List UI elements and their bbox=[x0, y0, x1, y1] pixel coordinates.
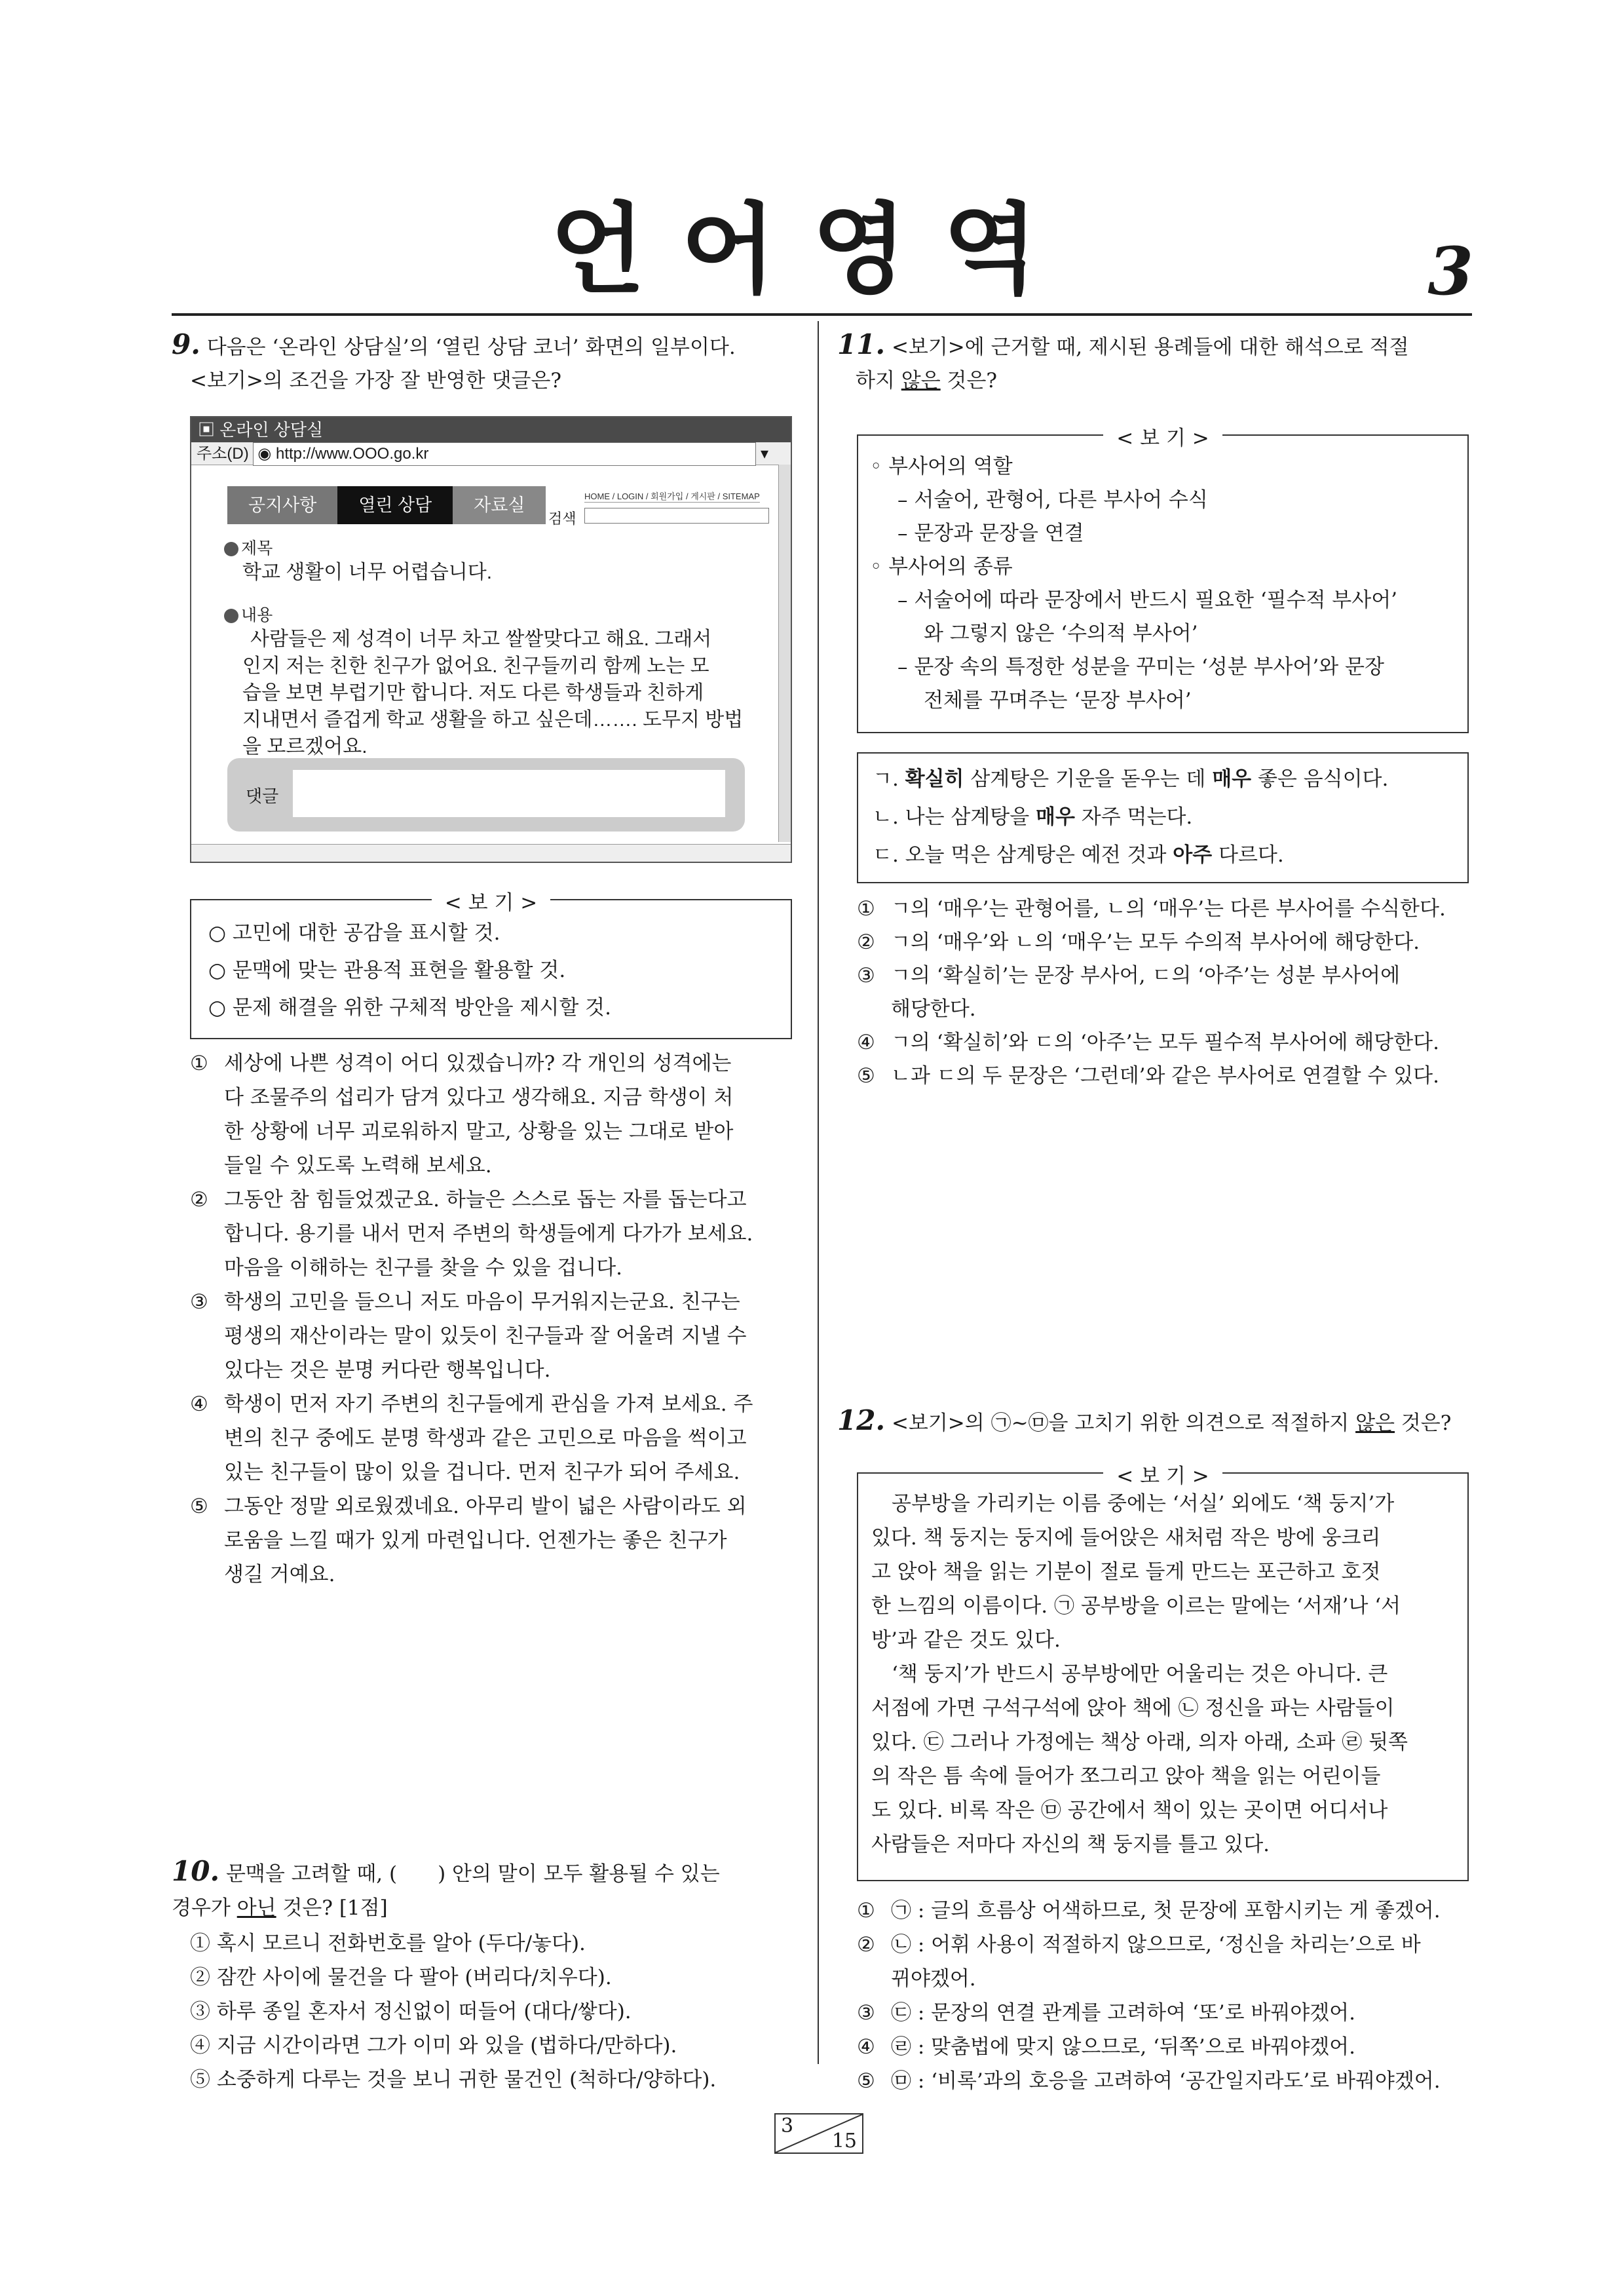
q9-stem bbox=[172, 328, 801, 398]
option-1[interactable] bbox=[857, 892, 1479, 926]
option-line: 있는 친구들이 많이 있을 겁니다. 먼저 친구가 되어 주세요. bbox=[224, 1461, 740, 1484]
bullet-icon bbox=[224, 609, 238, 623]
option-line: ㄱ의 ‘확실히’는 문장 부사어, ㄷ의 ‘아주’는 성분 부사어에 bbox=[891, 964, 1401, 987]
example-sentence: ㄱ. 확실히 삼계탕은 기운을 돋우는 데 매우 좋은 음식이다. bbox=[873, 767, 1389, 791]
option-text bbox=[891, 2030, 1479, 2064]
option-line: 있다는 것은 분명 커다란 행복입니다. bbox=[224, 1358, 551, 1382]
option-3[interactable] bbox=[857, 1996, 1479, 2030]
status-bar bbox=[191, 844, 791, 862]
option-line: 평생의 재산이라는 말이 있듯이 친구들과 잘 어울려 지낼 수 bbox=[224, 1324, 747, 1348]
option-number: ④ bbox=[190, 1392, 208, 1416]
option-number: ⑤ bbox=[190, 1495, 208, 1518]
address-bar bbox=[191, 442, 791, 465]
option-number: ② bbox=[190, 1188, 208, 1212]
option-line: 세상에 나쁜 성격이 어디 있겠습니까? 각 개인의 성격에는 bbox=[224, 1052, 732, 1075]
content-line: 습을 보면 부럽기만 합니다. 저도 다른 학생들과 친하게 bbox=[242, 682, 704, 704]
bogi-line: ◦ 부사어의 종류 bbox=[870, 555, 1013, 579]
option-text bbox=[891, 1060, 1479, 1093]
bogi-paragraph-line: 있다. 책 둥지는 둥지에 들어앉은 새처럼 작은 방에 웅크리 bbox=[871, 1526, 1381, 1550]
bogi-line: 와 그렇지 않은 ‘수의적 부사어’ bbox=[924, 622, 1198, 645]
q10-stem-line1: 문맥을 고려할 때, ( ) 안의 말이 모두 활용될 수 있는 bbox=[225, 1862, 720, 1886]
option-4[interactable] bbox=[857, 2030, 1479, 2064]
option-4[interactable] bbox=[190, 1387, 803, 1489]
option-number: ① bbox=[190, 1052, 208, 1075]
option-line: 그동안 참 힘들었겠군요. 하늘은 스스로 돕는 자를 돕는다고 bbox=[224, 1188, 747, 1212]
bogi-paragraph-line: 의 작은 틈 속에 들어가 쪼그리고 앉아 책을 읽는 어린이들 bbox=[871, 1765, 1381, 1788]
bogi-paragraph-line: 한 느낌의 이름이다. ㉠ 공부방을 이르는 말에는 ‘서재’나 ‘서 bbox=[871, 1594, 1401, 1618]
q11-number: 11. bbox=[837, 328, 886, 360]
option-line: ㉡ : 어휘 사용이 적절하지 않으므로, ‘정신을 차리는’으로 바 bbox=[891, 1933, 1421, 1957]
tab-open-counsel[interactable]: 열린 상담 bbox=[337, 486, 453, 524]
chevron-down-icon[interactable]: ▾ bbox=[761, 445, 769, 463]
option-number: ④ bbox=[857, 2035, 875, 2059]
search-input[interactable] bbox=[584, 508, 769, 524]
option-line: 뀌야겠어. bbox=[891, 1967, 976, 1991]
example-sentence: ㄴ. 나는 삼계탕을 매우 자주 먹는다. bbox=[873, 805, 1193, 829]
q11-options bbox=[857, 892, 1479, 1093]
bogi-line: – 서술어에 따라 문장에서 반드시 필요한 ‘필수적 부사어’ bbox=[897, 588, 1397, 612]
bogi-paragraph-line: 서점에 가면 구석구석에 앉아 책에 ㉡ 정신을 파는 사람들이 bbox=[871, 1696, 1395, 1720]
url-field[interactable]: ◉ http://www.OOO.go.kr bbox=[253, 442, 756, 466]
option-number: ③ bbox=[190, 1290, 208, 1314]
scrollbar[interactable] bbox=[778, 465, 791, 842]
q11-examples-box bbox=[857, 752, 1469, 883]
option-number: ③ bbox=[857, 2001, 875, 2025]
option-4[interactable]: ④ 지금 시간이라면 그가 이미 와 있을 (법하다/만하다). bbox=[190, 2034, 677, 2057]
option-line: 한 상황에 너무 괴로워하지 말고, 상황을 있는 그대로 받아 bbox=[224, 1120, 734, 1143]
option-text bbox=[224, 1046, 803, 1183]
option-2[interactable] bbox=[190, 1183, 803, 1285]
q10-number: 10. bbox=[172, 1855, 220, 1887]
content-line: 인지 저는 친한 친구가 없어요. 친구들끼리 함께 노는 모 bbox=[242, 655, 709, 677]
option-text bbox=[891, 926, 1479, 959]
subject-section bbox=[224, 535, 492, 586]
option-5[interactable] bbox=[857, 2064, 1479, 2098]
bogi-paragraph-line: 고 앉아 책을 읽는 기분이 절로 들게 만드는 포근하고 호젓 bbox=[871, 1560, 1381, 1584]
window-title: 온라인 상담실 bbox=[219, 420, 324, 440]
option-5[interactable] bbox=[190, 1489, 803, 1592]
option-number: ⑤ bbox=[857, 2069, 875, 2093]
bogi-line: ◦ 부사어의 역할 bbox=[870, 455, 1013, 478]
option-number: ① bbox=[857, 897, 875, 921]
q11-bogi-box bbox=[857, 427, 1469, 733]
option-1[interactable] bbox=[857, 1894, 1479, 1928]
q12-stem-underline: 않은 bbox=[1355, 1411, 1395, 1435]
option-5[interactable]: ⑤ 소중하게 다루는 것을 보니 귀한 물건인 (척하다/양하다). bbox=[190, 2068, 717, 2092]
q12-stem-a: <보기>의 ㉠~㉤을 고치기 위한 의견으로 적절하지 bbox=[891, 1411, 1356, 1435]
option-1[interactable] bbox=[190, 1046, 803, 1183]
bogi-paragraph-line: ‘책 둥지’가 반드시 공부방에만 어울리는 것은 아니다. 큰 bbox=[871, 1662, 1388, 1686]
q11-stem bbox=[837, 328, 1466, 398]
option-3[interactable]: ③ 하루 종일 혼자서 정신없이 떠들어 (대다/쌓다). bbox=[190, 2000, 632, 2023]
page-number: 3 bbox=[1427, 233, 1473, 310]
option-line: 마음을 이해하는 친구를 찾을 수 있을 겁니다. bbox=[224, 1256, 623, 1280]
option-text bbox=[891, 892, 1479, 926]
option-text bbox=[891, 2064, 1479, 2098]
q9-options bbox=[190, 1046, 803, 1592]
option-text bbox=[891, 1928, 1479, 1996]
option-line: ㄱ의 ‘매우’는 관형어를, ㄴ의 ‘매우’는 다른 부사어를 수식한다. bbox=[891, 897, 1446, 921]
option-line: 다 조물주의 섭리가 담겨 있다고 생각해요. 지금 학생이 처 bbox=[224, 1086, 734, 1109]
option-number: ① bbox=[857, 1899, 875, 1923]
option-number: ④ bbox=[857, 1031, 875, 1054]
page-title: 언어영역 bbox=[550, 193, 1074, 307]
option-3[interactable] bbox=[857, 959, 1479, 1026]
q9-stem-line1: 다음은 ‘온라인 상담실’의 ‘열린 상담 코너’ 화면의 일부이다. bbox=[206, 335, 736, 359]
page-footer bbox=[774, 2113, 863, 2154]
option-text bbox=[891, 959, 1479, 1026]
option-2[interactable] bbox=[857, 1928, 1479, 1996]
q11-stem-line2: 하지 않은 것은? bbox=[856, 369, 998, 392]
bogi-paragraph-line: 도 있다. 비록 작은 ㉤ 공간에서 책이 있는 곳이면 어디서나 bbox=[871, 1799, 1388, 1822]
option-line: 학생이 먼저 자기 주변의 친구들에게 관심을 가져 보세요. 주 bbox=[224, 1392, 753, 1416]
footer-current-page: 3 bbox=[781, 2114, 794, 2137]
content-line: 사람들은 제 성격이 너무 차고 쌀쌀맞다고 해요. 그래서 bbox=[250, 628, 712, 650]
address-label: 주소(D) bbox=[197, 445, 249, 463]
option-text bbox=[891, 1996, 1479, 2030]
subject-label: 제목 bbox=[241, 539, 273, 558]
q12-number: 12. bbox=[837, 1404, 886, 1436]
option-line: 해당한다. bbox=[891, 997, 976, 1021]
content-line: 지내면서 즐겁게 학교 생활을 하고 싶은데……. 도무지 방법 bbox=[242, 709, 744, 731]
option-4[interactable] bbox=[857, 1026, 1479, 1060]
option-2[interactable]: ② 잠깐 사이에 물건을 다 팔아 (버리다/치우다). bbox=[190, 1966, 612, 1989]
tab-resources[interactable]: 자료실 bbox=[453, 486, 546, 524]
footer-total-pages: 15 bbox=[831, 2130, 857, 2152]
option-line: 학생의 고민을 들으니 저도 마음이 무거워지는군요. 친구는 bbox=[224, 1290, 740, 1314]
window-titlebar: ▣ 온라인 상담실 bbox=[191, 417, 791, 442]
q12-stem-b: 것은? bbox=[1394, 1411, 1452, 1435]
option-line: 들일 수 있도록 노력해 보세요. bbox=[224, 1154, 492, 1177]
option-number: ② bbox=[857, 930, 875, 954]
option-line: 변의 친구 중에도 분명 학생과 같은 고민으로 마음을 썩이고 bbox=[224, 1426, 747, 1450]
reply-area bbox=[227, 758, 745, 832]
bullet-icon bbox=[224, 542, 238, 556]
option-line: ㉢ : 문장의 연결 관계를 고려하여 ‘또’로 바꿔야겠어. bbox=[891, 2001, 1355, 2025]
top-links[interactable]: HOME / LOGIN / 회원가입 / 게시판 / SITEMAP bbox=[584, 489, 760, 503]
bogi-line: – 서술어, 관형어, 다른 부사어 수식 bbox=[897, 488, 1208, 512]
q9-bogi-box bbox=[190, 891, 792, 1039]
option-line: 생길 거예요. bbox=[224, 1563, 335, 1586]
option-text bbox=[891, 1894, 1479, 1928]
url-text: http://www.OOO.go.kr bbox=[275, 445, 429, 463]
content-section bbox=[224, 602, 743, 760]
bogi-paragraph-line: 방’과 같은 것도 있다. bbox=[871, 1628, 1061, 1652]
option-line: ㄱ의 ‘확실히’와 ㄷ의 ‘아주’는 모두 필수적 부사어에 해당한다. bbox=[891, 1031, 1439, 1054]
counsel-screenshot bbox=[190, 416, 792, 863]
option-text bbox=[891, 1026, 1479, 1060]
bogi-line: 전체를 꾸며주는 ‘문장 부사어’ bbox=[924, 689, 1192, 712]
bogi-line: – 문장 속의 특정한 성분을 꾸미는 ‘성분 부사어’와 문장 bbox=[897, 655, 1384, 679]
bogi-paragraph-line: 공부방을 가리키는 이름 중에는 ‘서실’ 외에도 ‘책 둥지’가 bbox=[871, 1492, 1395, 1516]
option-text bbox=[224, 1183, 803, 1285]
option-1[interactable]: ① 혹시 모르니 전화번호를 알아 (두다/놓다). bbox=[190, 1932, 586, 1955]
bogi-paragraph-line: 있다. ㉢ 그러나 가정에는 책상 아래, 의자 아래, 소파 ㉣ 뒷쪽 bbox=[871, 1731, 1408, 1754]
option-text bbox=[224, 1489, 803, 1592]
q12-options bbox=[857, 1894, 1479, 2098]
option-number: ③ bbox=[857, 964, 875, 987]
option-5[interactable] bbox=[857, 1060, 1479, 1093]
site-nav bbox=[227, 486, 546, 524]
bogi-title: < 보 기 > bbox=[191, 886, 791, 915]
q9-number: 9. bbox=[172, 328, 200, 360]
reply-label: 댓글 bbox=[246, 786, 279, 806]
tab-notice[interactable]: 공지사항 bbox=[227, 486, 337, 524]
bogi-line: – 문장과 문장을 연결 bbox=[897, 522, 1084, 545]
q10-options bbox=[190, 1926, 803, 2097]
q12-bogi-box bbox=[857, 1464, 1469, 1881]
subject-text: 학교 생활이 너무 어렵습니다. bbox=[242, 562, 493, 583]
option-number: ② bbox=[857, 1933, 875, 1957]
q10-stem-line2: 경우가 아닌 것은? [1점] bbox=[172, 1896, 388, 1920]
column-divider bbox=[818, 321, 819, 2064]
option-text bbox=[224, 1387, 803, 1489]
q11-stem-line1: <보기>에 근거할 때, 제시된 용례들에 대한 해석으로 적절 bbox=[891, 335, 1409, 359]
option-line: 합니다. 용기를 내서 먼저 주변의 학생들에게 다가가 보세요. bbox=[224, 1222, 753, 1246]
option-line: ㉠ : 글의 흐름상 어색하므로, 첫 문장에 포함시키는 게 좋겠어. bbox=[891, 1899, 1441, 1923]
bogi-title: < 보 기 > bbox=[858, 1459, 1467, 1489]
option-3[interactable] bbox=[190, 1285, 803, 1387]
option-line: ㉤ : ‘비록’과의 호응을 고려하여 ‘공간일지라도’로 바꿔야겠어. bbox=[891, 2069, 1441, 2093]
option-line: ㉣ : 맞춤법에 맞지 않으므로, ‘뒤쪽’으로 바꿔야겠어. bbox=[891, 2035, 1355, 2059]
header-rule bbox=[172, 313, 1472, 316]
q12-stem bbox=[837, 1404, 1473, 1440]
search-label: 검색 bbox=[548, 510, 576, 527]
option-2[interactable] bbox=[857, 926, 1479, 959]
option-line: 로움을 느낄 때가 있게 마련입니다. 언젠가는 좋은 친구가 bbox=[224, 1529, 727, 1552]
option-line: ㄴ과 ㄷ의 두 문장은 ‘그런데’와 같은 부사어로 연결할 수 있다. bbox=[891, 1064, 1439, 1088]
example-sentence: ㄷ. 오늘 먹은 삼계탕은 예전 것과 아주 다르다. bbox=[873, 843, 1284, 867]
q10-stem bbox=[172, 1854, 801, 1925]
option-text bbox=[224, 1285, 803, 1387]
option-line: 그동안 정말 외로웠겠네요. 아무리 발이 넓은 사람이라도 외 bbox=[224, 1495, 747, 1518]
reply-input[interactable] bbox=[293, 770, 725, 817]
q9-stem-line2: <보기>의 조건을 가장 잘 반영한 댓글은? bbox=[190, 369, 562, 392]
bogi-paragraph-line: 사람들은 저마다 자신의 책 둥지를 틀고 있다. bbox=[871, 1833, 1270, 1856]
bogi-item: ○ 문제 해결을 위한 구체적 방안을 제시할 것. bbox=[208, 996, 611, 1020]
option-line: ㄱ의 ‘매우’와 ㄴ의 ‘매우’는 모두 수의적 부사어에 해당한다. bbox=[891, 930, 1420, 954]
bogi-item: ○ 문맥에 맞는 관용적 표현을 활용할 것. bbox=[208, 959, 566, 982]
bogi-title: < 보 기 > bbox=[858, 421, 1467, 451]
content-line: 을 모르겠어요. bbox=[242, 736, 368, 757]
option-number: ⑤ bbox=[857, 1064, 875, 1088]
content-label: 내용 bbox=[241, 606, 273, 624]
bogi-item: ○ 고민에 대한 공감을 표시할 것. bbox=[208, 921, 500, 945]
